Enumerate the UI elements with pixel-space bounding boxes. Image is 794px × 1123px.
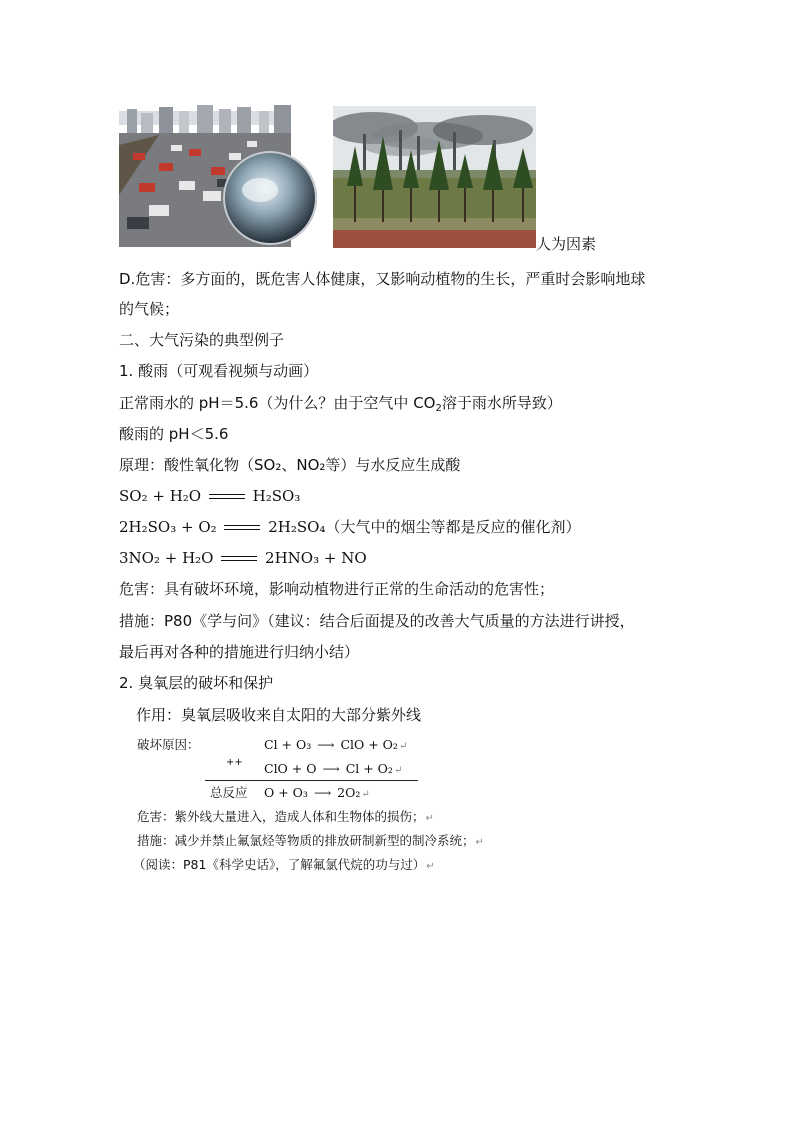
return-mark-icon: ↵: [475, 837, 484, 848]
total-label: 总反应: [210, 785, 248, 800]
ozone-total-reaction: [264, 785, 370, 803]
ozone-measure: [137, 833, 484, 851]
r2-rhs: Cl + O₂: [345, 761, 393, 776]
ozone-harm-text: 危害：紫外线大量进入，造成人体和生物体的损伤；: [137, 809, 425, 824]
ozone-measure-text: 措施：减少并禁止氟氯烃等物质的排放研制新型的制冷系统；: [137, 833, 475, 848]
eq1-lhs: SO₂ + H₂O: [119, 487, 202, 505]
measures-line-2: 最后再对各种的措施进行归纳小结）: [119, 643, 360, 661]
acid-rain-title: 1. 酸雨（可观看视频与动画）: [119, 362, 319, 380]
eq2-note: （大气中的烟尘等都是反应的催化剂）: [325, 518, 581, 536]
eq2-lhs: 2H₂SO₃ + O₂: [119, 518, 217, 536]
normal-rain-line: [119, 393, 562, 413]
return-mark-icon: ↵: [425, 813, 434, 824]
return-mark-icon: ↵: [426, 861, 435, 872]
eq3-lhs: 3NO₂ + H₂O: [119, 549, 214, 567]
measures-line-1: 措施：P80《学与问》（建议：结合后面提及的改善大气质量的方法进行讲授，: [119, 612, 635, 630]
equals-sign-icon: [221, 555, 257, 563]
harm-line-1: D.危害：多方面的，既危害人体健康，又影响动植物的生长，严重时会影响地球: [119, 270, 646, 288]
eq2-rhs: 2H₂SO₄: [268, 518, 326, 536]
principle-line: 原理：酸性氧化物（SO₂、NO₂等）与水反应生成酸: [119, 456, 461, 474]
acid-rain-ph: 酸雨的 pH＜5.6: [119, 425, 229, 443]
ozone-title: 2. 臭氧层的破坏和保护: [119, 674, 274, 692]
arrow-icon: ⟶: [322, 762, 340, 776]
photo-caption: 人为因素: [536, 235, 597, 253]
normal-rain-text-b: 溶于雨水所导致）: [441, 394, 562, 412]
normal-rain-text-a: 正常雨水的 pH＝5.6（为什么？由于空气中 CO: [119, 394, 436, 412]
ozone-reading-text: （阅读：P81《科学史话》，了解氟氯代烷的功与过）: [133, 857, 426, 872]
ozone-role: 作用：臭氧层吸收来自太阳的大部分紫外线: [136, 706, 422, 724]
factory-photo: [333, 106, 536, 248]
ozone-reading: [133, 857, 435, 875]
exhaust-closeup: [222, 150, 318, 246]
sum-rule: [205, 780, 418, 781]
harm-line-2: 的气候；: [119, 300, 180, 318]
return-mark-icon: ↵: [393, 765, 403, 776]
equation-2: [119, 517, 580, 537]
ozone-harm: [137, 809, 434, 827]
r1-rhs: ClO + O₂: [340, 737, 398, 752]
ozone-reaction-2: [264, 761, 402, 779]
harm-line: 危害：具有破坏环境，影响动植物进行正常的生命活动的危害性；: [119, 580, 555, 598]
total-lhs: O + O₃: [264, 785, 308, 800]
equation-3: [119, 548, 367, 568]
section-two-heading: 二、大气污染的典型例子: [119, 331, 285, 349]
arrow-icon: ⟶: [313, 786, 332, 800]
eq3-rhs: 2HNO₃ + NO: [265, 549, 367, 567]
cause-label: 破坏原因：: [137, 737, 200, 752]
total-rhs: 2O₂: [337, 785, 361, 800]
equals-sign-icon: [209, 493, 245, 501]
eq1-rhs: H₂SO₃: [252, 487, 301, 505]
return-mark-icon: ↵: [361, 789, 370, 800]
ozone-reaction-1: [264, 737, 407, 755]
co2-subscript: 2: [435, 403, 442, 414]
equals-sign-icon: [224, 524, 260, 532]
return-mark-icon: ↵: [398, 741, 408, 752]
r1-lhs: Cl + O₃: [264, 737, 312, 752]
equation-1: [119, 486, 300, 506]
r2-lhs: ClO + O: [264, 761, 317, 776]
plus-mark: ++: [226, 757, 243, 768]
arrow-icon: ⟶: [317, 738, 335, 752]
